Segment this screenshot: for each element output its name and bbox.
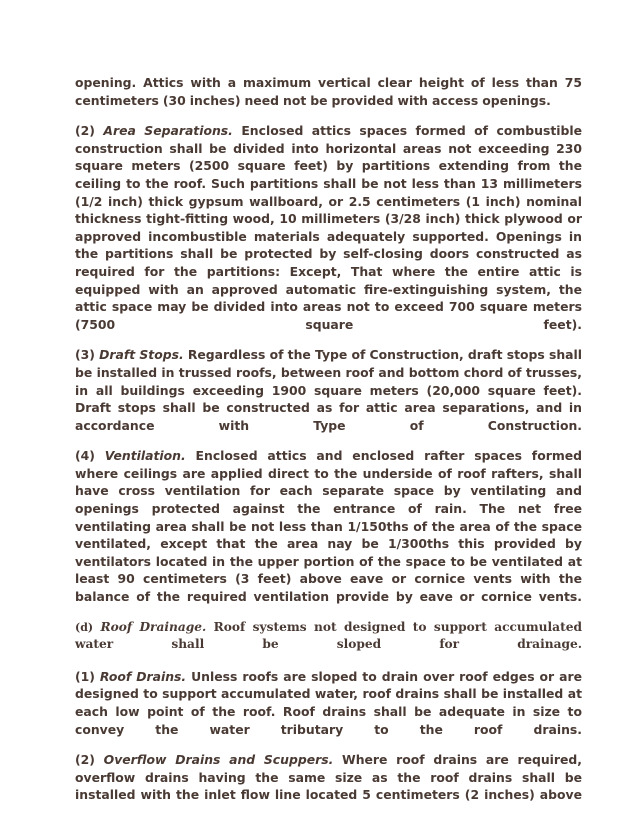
paragraph-text: Unless roofs are sloped to drain over roof edges or are designed to support accumulated water, roof drains shall be installed at each low point of the roof. Roof drains shall be adequate in size to convey the water tributary to the roof drains. (75, 668, 582, 737)
paragraph-text: opening. Attics with a maximum vertical clear height of less than 75 centimeters (30 inches) need not be provided with access openings. (75, 75, 582, 108)
paragraph-number: (2) (75, 752, 95, 768)
paragraph-area-separations (75, 122, 582, 333)
paragraph-draft-stops (75, 346, 582, 434)
paragraph-number: (3) (75, 347, 95, 363)
paragraph-text: Regardless of the Type of Construction, draft stops shall be installed in trussed roofs, between roof and bottom chord of trusses, in all buildings exceeding 1900 square meters (20,000 square feet). Draft stops shall be constructed as for attic area separations, and in accordance with Type of Construction. (75, 347, 583, 433)
paragraph-roof-drainage (75, 619, 582, 654)
paragraph-roof-drains (75, 668, 582, 738)
paragraph-number: (1) (75, 668, 95, 684)
paragraph-text: Enclosed attics spaces formed of combustible construction shall be divided into horizontal areas not exceeding 230 square meters (2500 square feet) by partitions extending from the ceiling to the roof. Such partitions shall be not less than 13 millimeters (1/2 inch) thick gypsum wallboard, or 2.5 centimeters (1 inch) nominal thickness tight-fitting wood, 10 millimeters (3/28 inch) thick plywood or approved incombustible materials adequately supported. Openings in the partitions shall be protected by self-closing doors constructed as required for the partitions: Except, That where the entire attic is equipped with an approved automatic fire-extinguishing system, the attic space may be divided into areas not to exceed 700 square meters (7500 square feet). (75, 123, 583, 332)
paragraph-text: Roof systems not designed to support accumulated water shall be sloped for drainage. (75, 619, 582, 652)
paragraph-text: Enclosed attics and enclosed rafter spaces formed where ceilings are applied direct to the underside of roof rafters, shall have cross ventilation for each separate space by ventilating and openings protected against the entrance of rain. The net free ventilating area shall be not less than 1/150ths of the area of the space ventilated, except that the area nay be 1/300ths this provided by ventilators located in the upper portion of the space to be ventilated at least 90 centimeters (3 feet) above eave or cornice vents with the balance of the required ventilation provide by eave or cornice vents. (75, 448, 583, 605)
paragraph-heading: Overflow Drains and Scuppers. (103, 752, 334, 768)
paragraph-heading: Roof Drains. (99, 668, 187, 684)
paragraph-attic-access-continuation (75, 74, 582, 109)
document-page (75, 74, 582, 817)
paragraph-number: (2) (75, 123, 95, 139)
paragraph-number: (d) (75, 620, 94, 634)
paragraph-number: (4) (75, 448, 95, 464)
paragraph-heading: Ventilation. (104, 448, 186, 464)
paragraph-overflow-drains (75, 751, 582, 804)
paragraph-heading: Roof Drainage. (100, 619, 207, 634)
paragraph-heading: Draft Stops. (99, 347, 184, 363)
paragraph-heading: Area Separations. (103, 123, 233, 139)
paragraph-text: Where roof drains are required, overflow drains having the same size as the roof drains shall be installed with the inlet flow line located 5 centimeters (2 inches) above (75, 752, 582, 803)
paragraph-ventilation (75, 447, 582, 605)
